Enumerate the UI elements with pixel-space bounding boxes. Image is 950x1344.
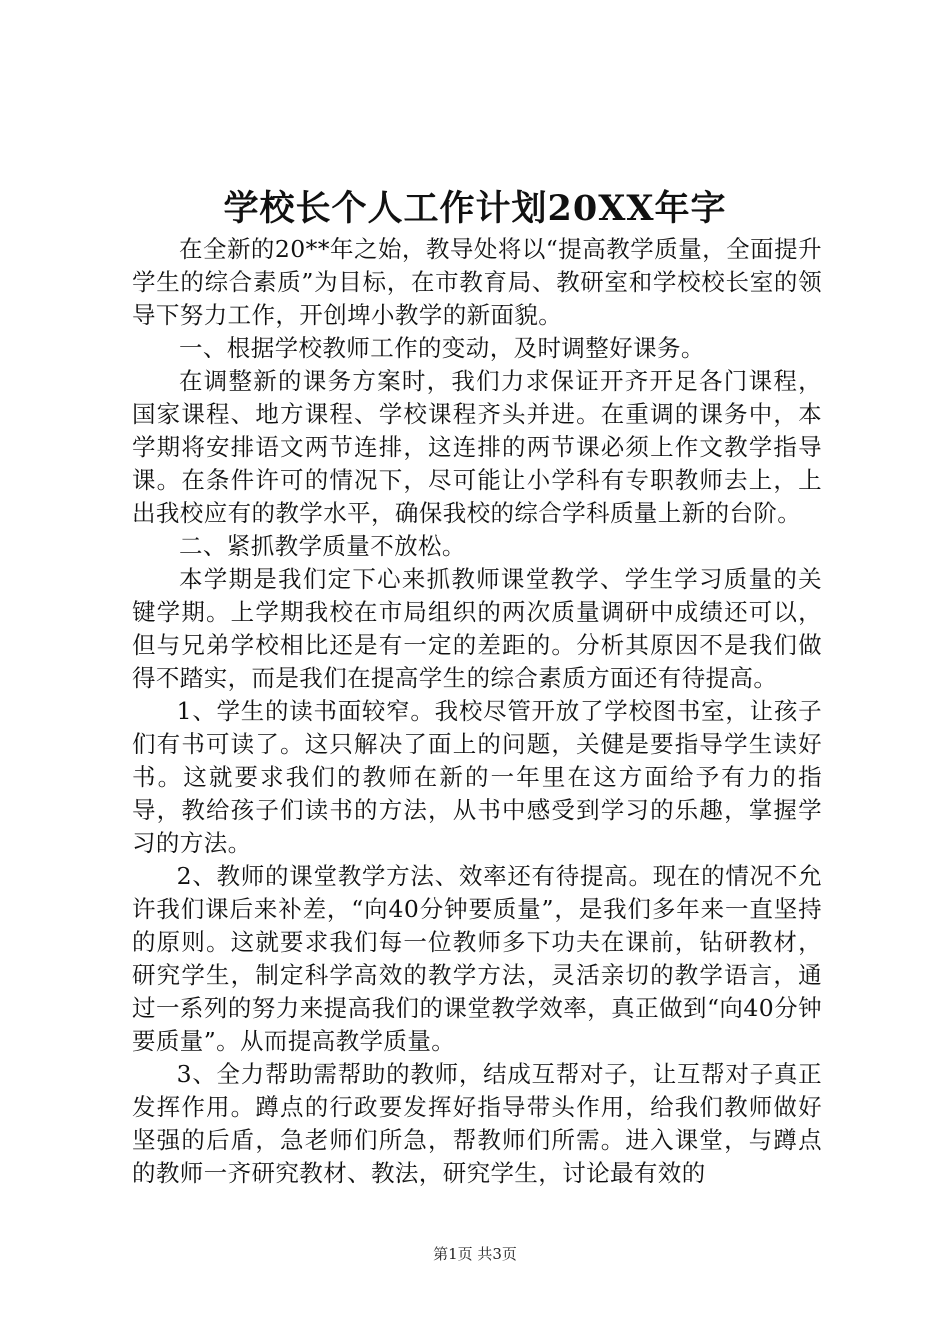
- section-heading-2: 二、紧抓教学质量不放松。: [179, 532, 466, 560]
- body-paragraph: 本学期是我们定下心来抓教师课堂教学、学生学习质量的关键学期。上学期我校在市局组织的两次质量调研中成绩还可以，但与兄弟学校相比还是有一定的差距的。分析其原因不是我们做得不踏实，而是我们在提高学生的综合素质方面还有待提高。: [132, 565, 822, 692]
- numbered-paragraph-3: 3、全力帮助需帮助的教师，结成互帮对子，让互帮对子真正发挥作用。蹲点的行政要发挥好指导带头作用，给我们教师做好坚强的后盾，急老师们所急，帮教师们所需。进入课堂，与蹲点的教师一齐研究教材、教法，研究学生，讨论最有效的: [132, 1060, 822, 1187]
- section-heading-1: 一、根据学校教师工作的变动，及时调整好课务。: [179, 334, 705, 362]
- numbered-paragraph-1: 1、学生的读书面较窄。我校尽管开放了学校图书室，让孩子们有书可读了。这只解决了面上的问题，关健是要指导学生读好书。这就要求我们的教师在新的一年里在这方面给予有力的指导，教给孩子们读书的方法，从书中感受到学习的乐趣，掌握学习的方法。: [132, 697, 822, 857]
- numbered-paragraph-2: 2、教师的课堂教学方法、效率还有待提高。现在的情况不允许我们课后来补差，“向40分钟要质量”，是我们多年来一直坚持的原则。这就要求我们每一位教师多下功夫在课前，钻研教材，研究学生，制定科学高效的教学方法，灵活亲切的教学语言，通过一系列的努力来提高我们的课堂教学效率，真正做到“向40分钟要质量”。从而提高教学质量。: [132, 862, 822, 1055]
- intro-paragraph: 在全新的20**年之始，教导处将以“提高教学质量，全面提升学生的综合素质”为目标，在市教育局、教研室和学校校长室的领导下努力工作，开创埤小教学的新面貌。: [132, 235, 822, 329]
- page-number-footer: 第1页 共3页: [433, 1245, 517, 1263]
- document-title: 学校长个人工作计划20XX年字: [223, 188, 727, 229]
- body-paragraph: 在调整新的课务方案时，我们力求保证开齐开足各门课程，国家课程、地方课程、学校课程齐头并进。在重调的课务中，本学期将安排语文两节连排，这连排的两节课必须上作文教学指导课。在条件许可的情况下，尽可能让小学科有专职教师去上，上出我校应有的教学水平，确保我校的综合学科质量上新的台阶。: [132, 367, 822, 527]
- document-body: [132, 233, 822, 1190]
